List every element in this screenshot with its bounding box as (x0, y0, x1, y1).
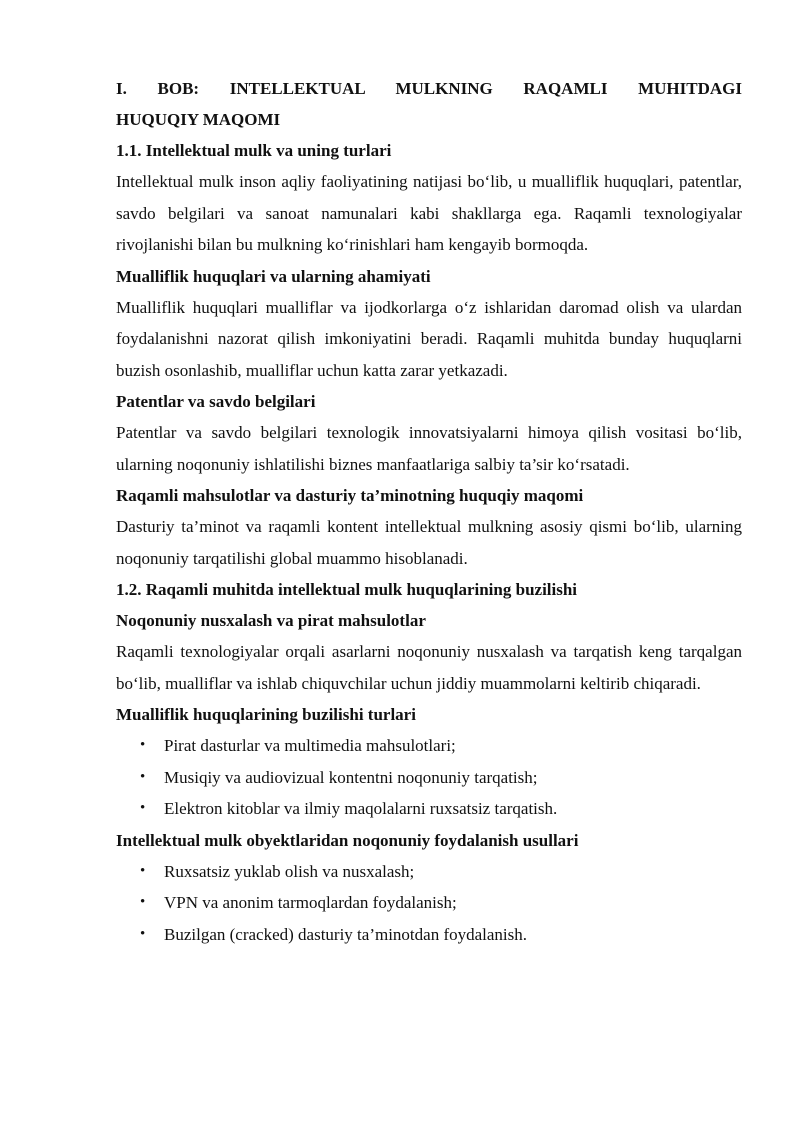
violations-heading: Mualliflik huquqlarining buzilishi turlari (116, 705, 416, 724)
bullet-icon: • (140, 768, 146, 785)
bullet-icon: • (140, 800, 146, 816)
chapter-title-line-1: I. BOB: INTELLEKTUAL MULKNING RAQAMLI MUHITDAGI (116, 79, 742, 98)
violations-list (116, 730, 742, 825)
list-item-text: Musiqiy va audiovizual kontentni noqonuniy tarqatish; (164, 767, 538, 787)
list-item (116, 793, 742, 825)
software-paragraph: Dasturiy ta’minot va raqamli kontent intellektual mulkning asosiy qismi bo‘lib, ularning noqonuniy tarqatilishi global muammo hisoblanadi. (116, 517, 742, 568)
piracy-paragraph: Raqamli texnologiyalar orqali asarlarni noqonuniy nusxalash va tarqatish keng tarqalgan bo‘lib, mualliflar va ishlab chiquvchilar uchun jiddiy muammolarni keltirib chiqaradi. (116, 642, 742, 693)
list-item-text: Buzilgan (cracked) dasturiy ta’minotdan foydalanish. (164, 924, 528, 944)
document-page (116, 73, 742, 950)
list-item (116, 730, 742, 762)
piracy-heading: Noqonuniy nusxalash va pirat mahsulotlar (116, 611, 426, 630)
software-heading: Raqamli mahsulotlar va dasturiy ta’minotning huquqiy maqomi (116, 486, 584, 505)
list-item-text: VPN va anonim tarmoqlardan foydalanish; (164, 893, 457, 912)
bullet-icon: • (140, 925, 146, 942)
list-item-text: Elektron kitoblar va ilmiy maqolalarni ruxsatsiz tarqatish. (164, 799, 558, 818)
chapter-title-line-2: HUQUQIY MAQOMI (116, 110, 281, 129)
list-item (116, 762, 742, 794)
list-item-text: Pirat dasturlar va multimedia mahsulotlari; (164, 736, 456, 755)
patents-heading: Patentlar va savdo belgilari (116, 392, 316, 411)
methods-list (116, 856, 742, 951)
chapter-title (116, 73, 742, 135)
copyright-heading: Mualliflik huquqlari va ularning ahamiyati (116, 266, 431, 286)
copyright-paragraph: Mualliflik huquqlari mualliflar va ijodkorlarga o‘z ishlaridan daromad olish va ulardan foydalanishni nazorat qilish imkoniyatini beradi. Raqamli muhitda bunday huquqlarni buzish osonlashib, mualliflar uchun katta zarar yetkazadi. (116, 297, 742, 380)
list-item-text: Ruxsatsiz yuklab olish va nusxalash; (164, 861, 415, 881)
list-item (116, 887, 742, 919)
list-item (116, 856, 742, 888)
bullet-icon: • (140, 737, 146, 753)
bullet-icon: • (140, 862, 146, 879)
methods-heading: Intellektual mulk obyektlaridan noqonuniy foydalanish usullari (116, 830, 579, 850)
patents-paragraph: Patentlar va savdo belgilari texnologik innovatsiyalarni himoya qilish vositasi bo‘lib, ularning noqonuniy ishlatilishi biznes manfaatlariga salbiy ta’sir ko‘rsatadi. (116, 423, 742, 474)
section-1-1-title: 1.1. Intellektual mulk va uning turlari (116, 141, 392, 160)
section-1-2-title: 1.2. Raqamli muhitda intellektual mulk huquqlarining buzilishi (116, 580, 578, 599)
list-item (116, 919, 742, 951)
bullet-icon: • (140, 894, 146, 910)
section-1-1-paragraph: Intellektual mulk inson aqliy faoliyatining natijasi bo‘lib, u mualliflik huquqlari, patentlar, savdo belgilari va sanoat namunalari kabi shakllarga ega. Raqamli texnologiyalar rivojlanishi bilan bu mulkning ko‘rinishlari ham kengayib bormoqda. (116, 172, 742, 254)
